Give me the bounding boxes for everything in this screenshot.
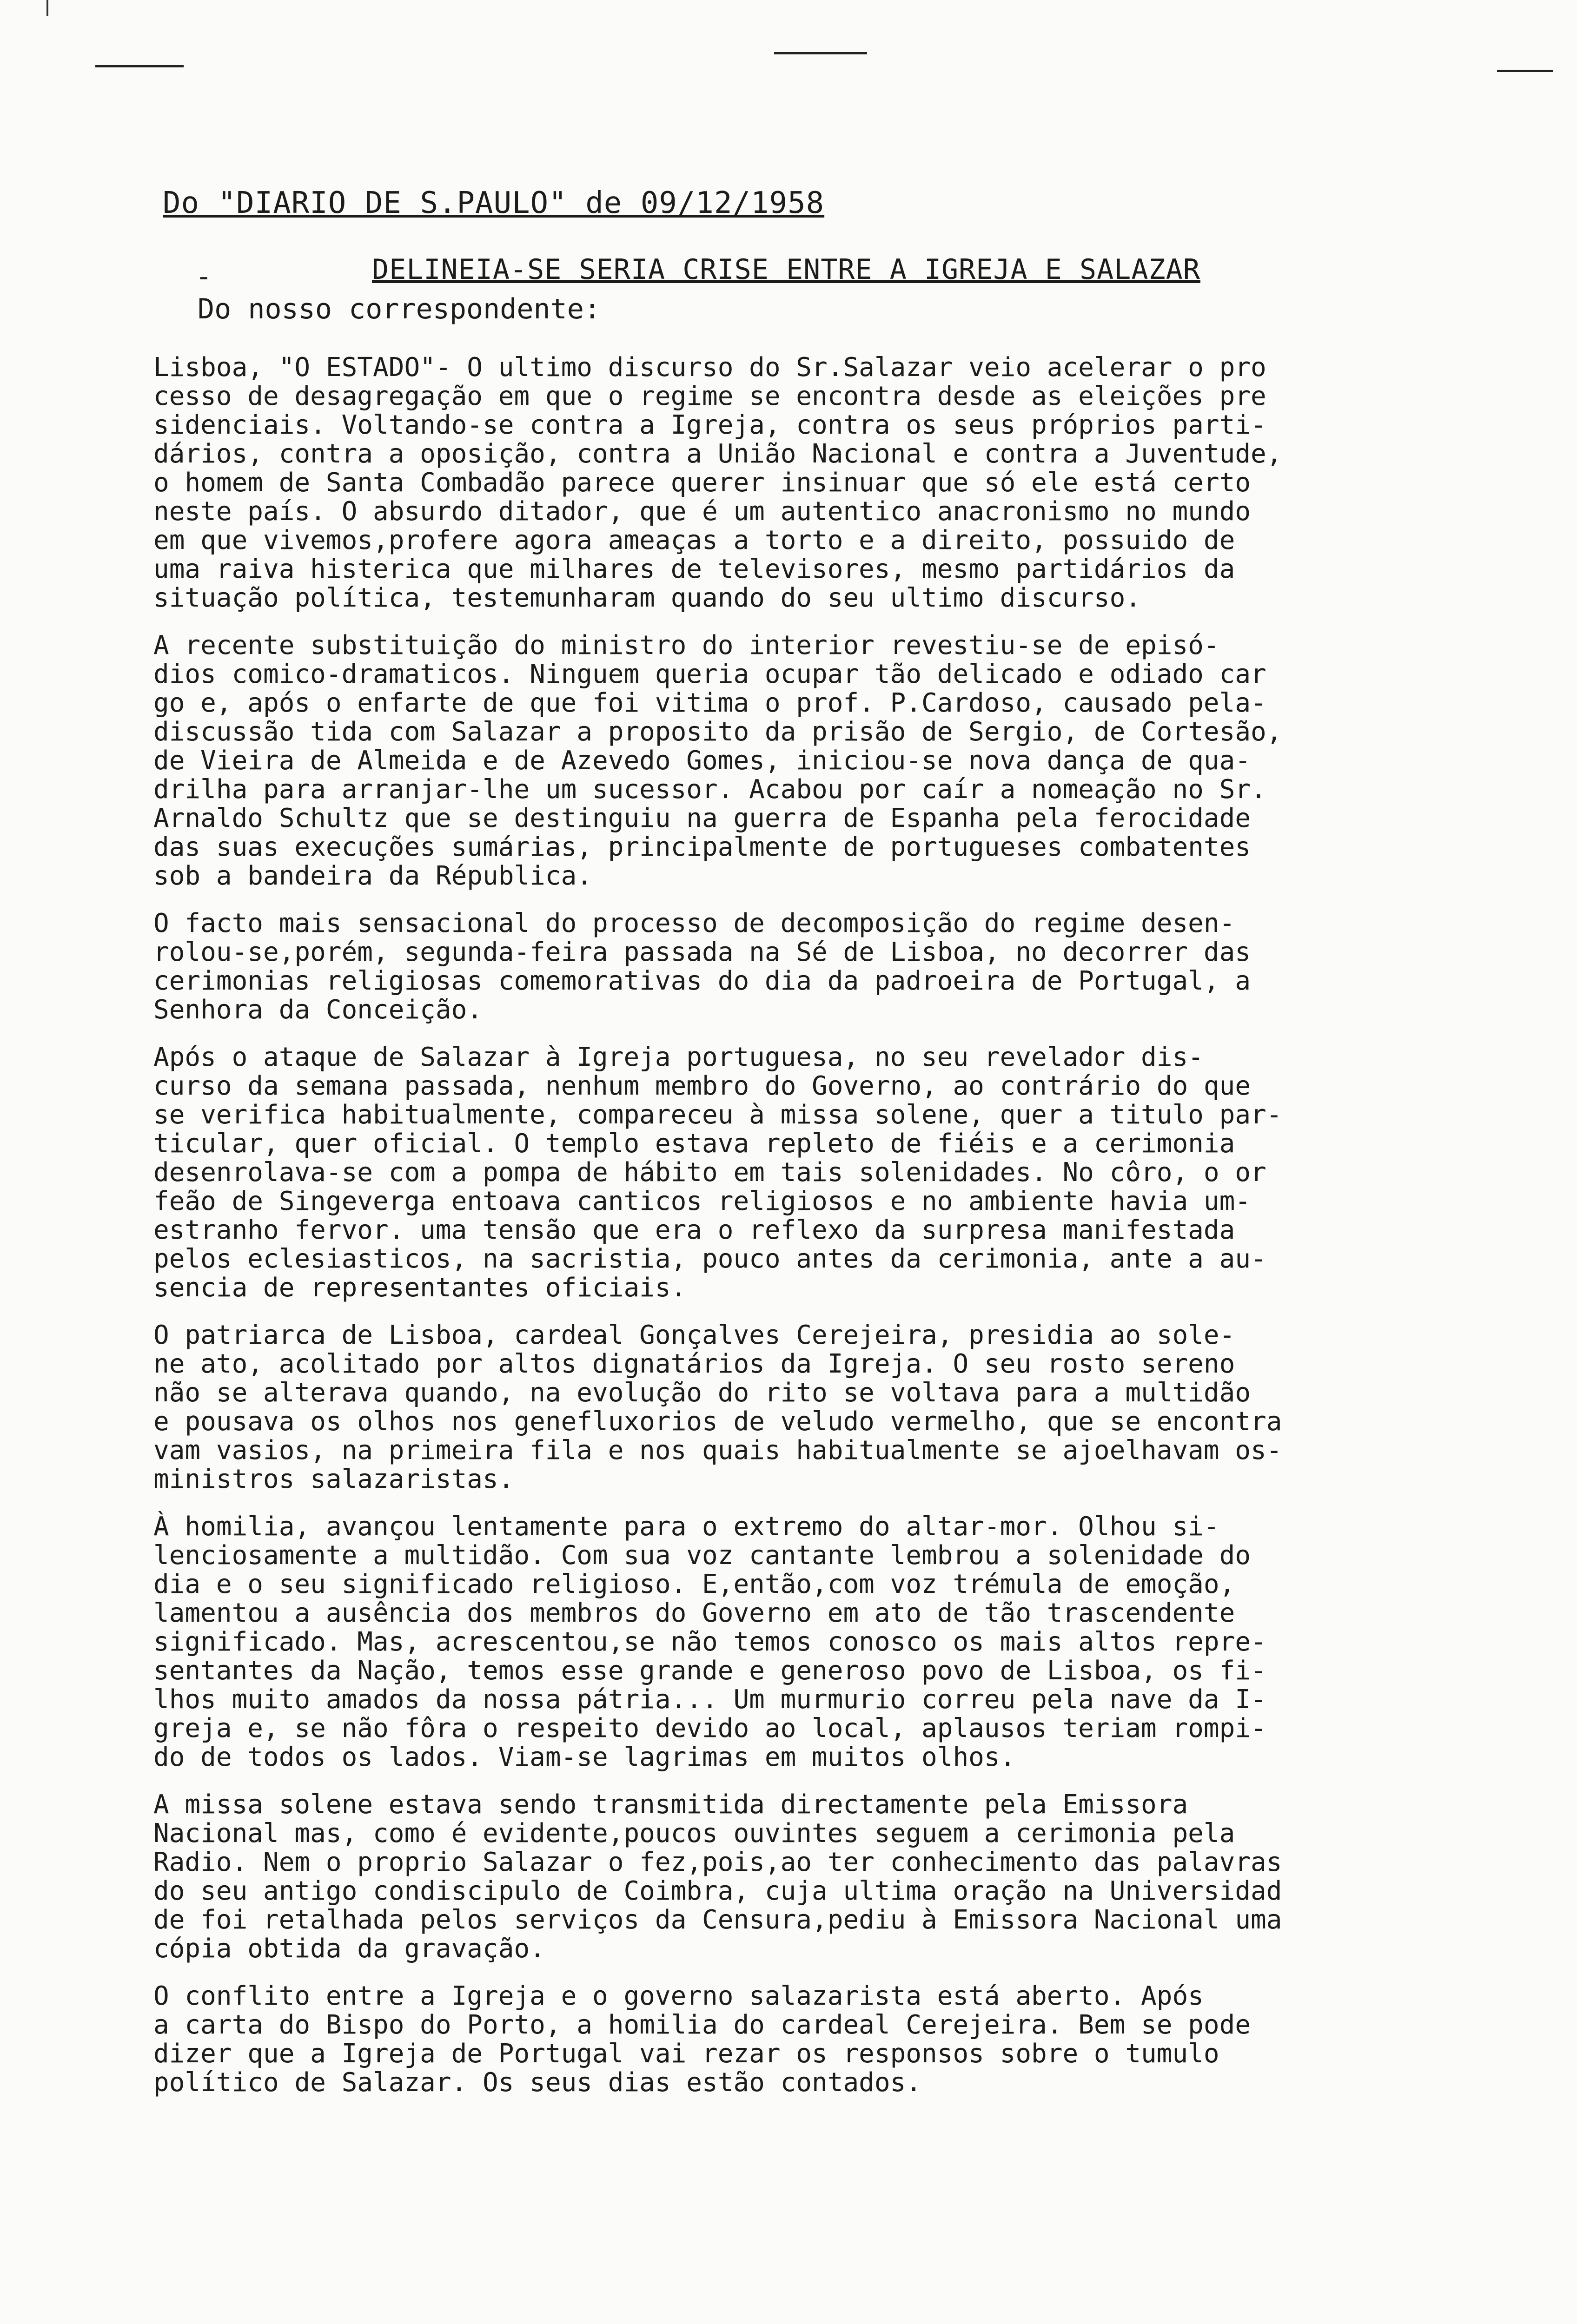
paragraph: O patriarca de Lisboa, cardeal Gonçalves Cerejeira, presidia ao sole- ne ato, acolitado por altos dignatários da Igreja. O seu rosto sereno não se alterava quando, na evolução do rito se voltava para a multidão e pousava os olhos nos genefluxorios de veludo vermelho, que se encontra vam vasios, na primeira fila e nos quais habitualmente se ajoelhavam os- ministros salazaristas. [153,1320,1282,1494]
top-left-tick [46,0,48,16]
headline: DELINEIA-SE SERIA CRISE ENTRE A IGREJA E SALAZAR [372,253,1200,286]
headline-dash: - [195,260,212,293]
paragraph: A missa solene estava sendo transmitida directamente pela Emissora Nacional mas, como é evidente,poucos ouvintes seguem a cerimonia pela Radio. Nem o proprio Salazar o fez,pois,ao ter conhecimento das palavras do seu antigo condiscipulo de Coimbra, cuja ultima oração na Universidad de foi retalhada pelos serviços da Censura,pediu à Emissora Nacional uma cópia obtida da gravação. [153,1789,1282,1964]
article-body [153,353,1525,2116]
paragraph: À homilia, avançou lentamente para o extremo do altar-mor. Olhou si- lenciosamente a multidão. Com sua voz cantante lembrou a solenidade do dia e o seu significado religioso. E,então,com voz trémula de emoção, lamentou a ausência dos membros do Governo em ato de tão trascendente significado. Mas, acrescentou,se não temos conosco os mais altos repre- sentantes da Nação, temos esse grande e generoso povo de Lisboa, os fi- lhos muito amados da nossa pátria... Um murmurio correu pela nave da I- greja e, se não fôra o respeito devido ao local, aplausos teriam rompi- do de todos os lados. Viam-se lagrimas em muitos olhos. [153,1512,1266,1772]
top-center-mark [774,52,867,54]
paragraph: O facto mais sensacional do processo de decomposição do regime desen- rolou-se,porém, segunda-feira passada na Sé de Lisboa, no decorrer das cerimonias religiosas comemorativas do dia da padroeira de Portugal, a Senhora da Conceição. [153,908,1251,1025]
source-line: Do "DIARIO DE S.PAULO" de 09/12/1958 [163,186,825,220]
top-right-mark [1497,70,1553,72]
paragraph: Após o ataque de Salazar à Igreja portuguesa, no seu revelador dis- curso da semana passada, nenhum membro do Governo, ao contrário do que se verifica habitualmente, compareceu à missa solene, quer a titulo par- ticular, quer oficial. O templo estava repleto de fiéis e a cerimonia desenrolava-se com a pompa de hábito em tais solenidades. No côro, o or feão de Singeverga entoava canticos religiosos e no ambiente havia um- estranho fervor. uma tensão que era o reflexo da surpresa manifestada pelos eclesiasticos, na sacristia, pouco antes da cerimonia, ante a au- sencia de representantes oficiais. [153,1042,1282,1303]
paragraph: Lisboa, "O ESTADO"- O ultimo discurso do Sr.Salazar veio acelerar o pro cesso de desagregação em que o regime se encontra desde as eleições pre sidenciais. Voltando-se contra a Igreja, contra os seus próprios parti- dários, contra a oposição, contra a União Nacional e contra a Juventude, o homem de Santa Combadão parece querer insinuar que só ele está certo neste país. O absurdo ditador, que é um autentico anacronismo no mundo em que vivemos,profere agora ameaças a torto e a direito, possuido de uma raiva histerica que milhares de televisores, mesmo partidários da situação política, testemunharam quando do seu ultimo discurso. [153,352,1282,613]
byline: Do nosso correspondente: [198,293,601,325]
paragraph: O conflito entre a Igreja e o governo salazarista está aberto. Após a carta do Bispo do Porto, a homilia do cardeal Cerejeira. Bem se pode dizer que a Igreja de Portugal vai rezar os responsos sobre o tumulo político de Salazar. Os seus dias estão contados. [153,1981,1251,2098]
top-left-mark [95,65,184,67]
paragraph: A recente substituição do ministro do interior revestiu-se de episó- dios comico-dramaticos. Ninguem queria ocupar tão delicado e odiado car go e, após o enfarte de que foi vitima o prof. P.Cardoso, causado pela- discussão tida com Salazar a proposito da prisão de Sergio, de Cortesão, de Vieira de Almeida e de Azevedo Gomes, iniciou-se nova dança de qua- drilha para arranjar-lhe um sucessor. Acabou por caír a nomeação no Sr. Arnaldo Schultz que se destinguiu na guerra de Espanha pela ferocidade das suas execuções sumárias, principalmente de portugueses combatentes sob a bandeira da Républica. [153,630,1282,891]
